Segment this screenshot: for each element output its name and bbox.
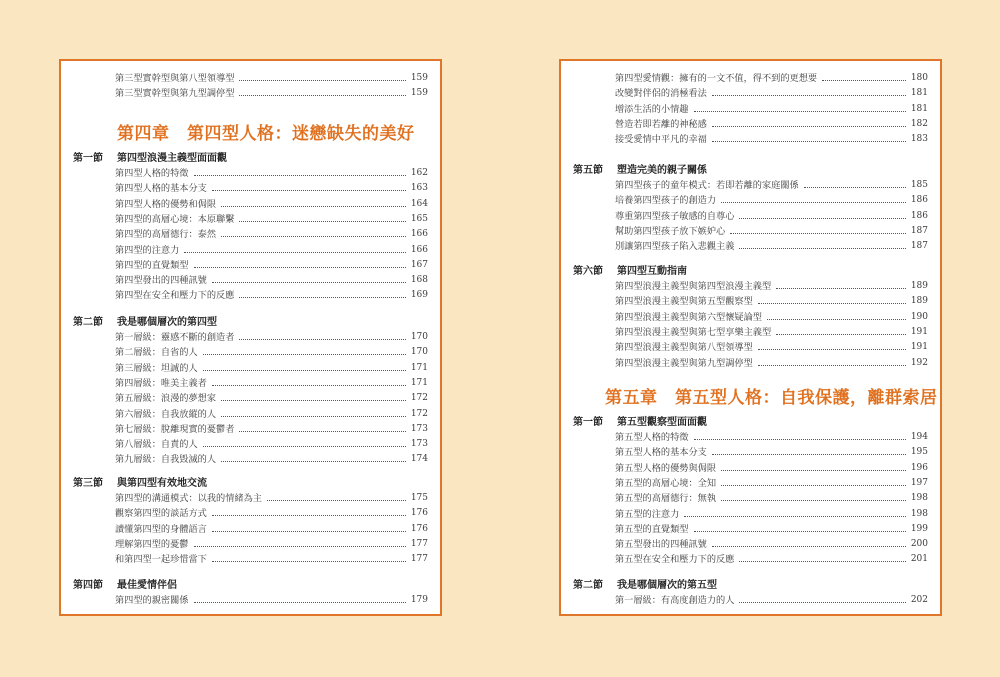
toc-entry [615,277,928,292]
toc-entry-title: 培養第四型孩子的創造力 [615,195,717,207]
toc-entry-title: 第四層級：唯美主義者 [115,377,207,389]
dot-leader [212,385,406,386]
toc-entry-title: 別讓第四型孩子陷入悲觀主義 [615,241,735,253]
dot-leader [721,500,906,501]
toc-entry-page: 194 [910,432,928,442]
toc-entry-title: 尊重第四型孩子敏感的自尊心 [615,210,735,222]
dot-leader [221,236,406,237]
dot-leader [721,485,906,486]
toc-entry-title: 第四型在安全和壓力下的反應 [115,290,235,302]
dot-leader [712,95,906,96]
toc-entry [115,504,428,519]
dot-leader [804,187,906,188]
toc-entry [115,286,428,301]
dot-leader [221,416,406,417]
toc-entry-page: 171 [410,362,428,373]
toc-entry-page: 186 [910,195,928,206]
section-label: 第六節 [573,266,603,277]
toc-entry-page: 183 [910,134,928,145]
toc-entry [615,100,928,115]
toc-entry-title: 第五型的直覺類型 [615,523,689,535]
toc-entry [115,374,428,389]
dot-leader [712,454,906,455]
toc-entry [115,271,428,286]
toc-entry [615,459,928,474]
toc-entry [115,489,428,504]
toc-entry [615,237,928,252]
toc-entry [115,435,428,450]
dot-leader [767,319,906,320]
toc-entry [115,241,428,256]
toc-entry [615,207,928,222]
chapter-heading: 第五章 第五型人格：自我保護，離群索居 [605,388,938,408]
toc-entry-page: 175 [410,493,428,503]
toc-entry-page: 186 [910,210,928,221]
toc-entry [115,164,428,179]
dot-leader [267,500,406,501]
section-heading [573,161,707,176]
dot-leader [221,400,406,401]
toc-entry-page: 163 [410,183,428,194]
toc-entry [615,115,928,130]
toc-entry-page: 201 [910,554,928,565]
toc-entry [615,69,928,84]
toc-entry-title: 第四型的注意力 [115,244,180,256]
toc-entry [615,591,928,606]
toc-entry-page: 196 [910,462,928,473]
dot-leader [212,531,406,532]
toc-entry-title: 第一層級：靈感不斷的創造者 [115,332,235,343]
toc-entry-title: 第五型人格的基本分支 [615,447,707,459]
toc-entry-title: 營造若即若離的神秘感 [615,118,707,130]
toc-entry [115,359,428,374]
toc-entry-page: 202 [910,595,928,605]
toc-entry-page: 166 [410,244,428,255]
toc-entry-page: 174 [410,454,428,465]
toc-entry [115,328,428,343]
section-heading [573,262,687,277]
section-heading [73,149,227,164]
toc-entry-title: 第四型孩子的童年模式：若即若離的家庭關係 [615,180,799,191]
toc-entry-title: 接受愛情中平凡的幸福 [615,134,707,146]
toc-entry-page: 164 [410,198,428,209]
chapter-heading: 第四章 第四型人格：迷戀缺失的美好 [117,124,415,144]
dot-leader [721,202,906,203]
right-page-content [561,61,940,614]
section-label: 第一節 [573,417,603,428]
toc-entry [615,520,928,535]
left-page-content [61,61,440,614]
dot-leader [758,303,906,304]
toc-entry [115,420,428,435]
toc-entry [115,69,428,84]
toc-entry-page: 172 [410,408,428,419]
toc-entry [115,405,428,420]
toc-entry-title: 第五型的高層德行：無執 [615,493,717,505]
dot-leader [739,561,905,562]
toc-entry-title: 第四型浪漫主義型與第五型觀察型 [615,296,753,308]
toc-entry [615,443,928,458]
toc-entry [115,550,428,565]
dot-leader [212,561,406,562]
toc-entry-page: 195 [910,447,928,458]
toc-entry [115,256,428,271]
toc-entry-title: 第九層級：自我毀滅的人 [115,454,217,466]
dot-leader [239,297,405,298]
dot-leader [758,349,906,350]
dot-leader [776,288,906,289]
toc-entry-page: 165 [410,213,428,224]
toc-entry-page: 198 [910,508,928,519]
toc-entry-title: 第四型浪漫主義型與第四型浪漫主義型 [615,281,772,292]
toc-entry-title: 第二層級：自省的人 [115,347,198,359]
toc-entry-page: 177 [410,538,428,549]
toc-entry-title: 第八層級：自責的人 [115,439,198,451]
toc-entry [615,338,928,353]
section-title: 第四型浪漫主義型面面觀 [117,153,227,164]
toc-entry-title: 第四型的親密關係 [115,595,189,606]
dot-leader [221,461,406,462]
dot-leader [239,95,405,96]
section-label: 第五節 [573,165,603,176]
toc-entry-page: 182 [910,118,928,129]
toc-entry [615,535,928,550]
toc-entry [615,428,928,443]
toc-entry [115,343,428,358]
section-label: 第二節 [73,317,103,328]
dot-leader [239,221,405,222]
toc-entry-page: 191 [910,342,928,353]
dot-leader [721,470,906,471]
toc-entry-page: 190 [910,311,928,322]
toc-entry-title: 第五型的高層心境：全知 [615,477,717,489]
dot-leader [194,175,406,176]
toc-entry-title: 幫助第四型孩子放下嫉妒心 [615,225,726,237]
toc-entry-title: 第五層級：浪漫的夢想家 [115,393,217,405]
dot-leader [221,206,406,207]
dot-leader [758,365,906,366]
toc-entry [615,130,928,145]
toc-entry [115,179,428,194]
toc-entry-title: 第六層級：自我放縱的人 [115,408,217,420]
dot-leader [694,439,906,440]
section-title: 我是哪個層次的第五型 [617,580,717,591]
toc-entry [615,505,928,520]
toc-entry-title: 第五型的注意力 [615,508,680,520]
dot-leader [694,531,906,532]
dot-leader [184,252,406,253]
toc-entry-page: 159 [410,73,428,83]
toc-entry-title: 第四型的直覺類型 [115,259,189,271]
toc-entry-page: 177 [410,554,428,565]
toc-entry-page: 197 [910,477,928,488]
dot-leader [194,546,406,547]
toc-entry-page: 168 [410,275,428,286]
toc-entry-page: 181 [910,103,928,114]
toc-entry-title: 第四型發出的四種訊號 [115,275,207,287]
toc-entry-page: 173 [410,439,428,450]
toc-entry [615,474,928,489]
right-page [559,59,942,616]
toc-entry-title: 增添生活的小情趣 [615,103,689,115]
toc-entry-page: 171 [410,377,428,388]
dot-leader [712,126,906,127]
toc-entry-page: 189 [910,281,928,291]
toc-entry-title: 第四型浪漫主義型與第九型調停型 [615,357,753,369]
toc-entry-page: 187 [910,241,928,252]
toc-entry-title: 第四型的高層德行：泰然 [115,229,217,241]
toc-entry-title: 第四型人格的特徵 [115,168,189,179]
dot-leader [712,546,906,547]
toc-entry-title: 第四型的溝通模式：以我的情緒為主 [115,493,262,504]
toc-entry [615,323,928,338]
dot-leader [684,516,906,517]
toc-entry-title: 第五型人格的優勢與侷限 [615,462,717,474]
toc-entry-title: 改變對伴侶的消極看法 [615,88,707,100]
dot-leader [203,446,406,447]
toc-entry-page: 169 [410,290,428,301]
toc-entry [615,489,928,504]
dot-leader [203,370,406,371]
dot-leader [739,248,905,249]
toc-entry [115,520,428,535]
toc-entry [615,550,928,565]
dot-leader [712,141,906,142]
toc-entry-title: 第三型實幹型與第九型調停型 [115,88,235,100]
toc-entry-page: 191 [910,326,928,337]
toc-entry-page: 180 [910,73,928,83]
section-heading [573,576,717,591]
toc-entry-page: 176 [410,508,428,519]
toc-entry [115,210,428,225]
toc-entry-title: 第四型浪漫主義型與第六型懷疑論型 [615,311,762,323]
dot-leader [694,111,906,112]
section-heading [573,413,707,428]
dot-leader [239,431,405,432]
dot-leader [212,282,406,283]
toc-entry [615,191,928,206]
section-label: 第二節 [573,580,603,591]
toc-entry-page: 166 [410,229,428,240]
toc-entry-title: 讀懂第四型的身體語言 [115,523,207,535]
left-page [59,59,442,616]
toc-entry-title: 第四型浪漫主義型與第八型領導型 [615,342,753,354]
toc-entry-page: 198 [910,493,928,504]
toc-entry-page: 170 [410,332,428,342]
section-title: 第四型互動指南 [617,266,687,277]
toc-entry-page: 167 [410,259,428,270]
section-heading [73,576,177,591]
toc-entry-title: 理解第四型的憂鬱 [115,538,189,550]
section-title: 塑造完美的親子關係 [617,165,707,176]
toc-entry [115,591,428,606]
toc-entry-page: 200 [910,539,928,550]
toc-entry-title: 第四型愛情觀：擁有的一文不值，得不到的更想要 [615,73,818,84]
toc-entry [615,176,928,191]
toc-entry-page: 181 [910,88,928,99]
dot-leader [239,339,405,340]
toc-entry [615,222,928,237]
toc-entry-page: 199 [910,523,928,534]
toc-entry-page: 192 [910,357,928,368]
toc-entry-title: 第五型在安全和壓力下的反應 [615,554,735,566]
toc-entry [115,389,428,404]
dot-leader [212,190,406,191]
toc-entry [615,292,928,307]
toc-entry [115,84,428,99]
toc-entry [115,195,428,210]
toc-entry-title: 第三層級：坦誠的人 [115,362,198,374]
dot-leader [239,80,405,81]
toc-entry-page: 185 [910,180,928,190]
dot-leader [194,602,406,603]
toc-entry-page: 179 [410,595,428,605]
dot-leader [822,80,906,81]
dot-leader [730,233,906,234]
toc-entry [115,225,428,240]
toc-entry-title: 第一層級：有高度創造力的人 [615,595,735,606]
toc-entry [615,84,928,99]
section-label: 第三節 [73,478,103,489]
dot-leader [739,218,905,219]
toc-entry [615,354,928,369]
toc-entry [615,308,928,323]
toc-entry-page: 159 [410,88,428,99]
toc-entry-page: 173 [410,423,428,434]
toc-entry-title: 第五型發出的四種訊號 [615,539,707,551]
toc-entry-title: 第四型人格的優勢和侷限 [115,198,217,210]
dot-leader [194,267,406,268]
section-heading [73,474,207,489]
toc-entry-title: 第四型浪漫主義型與第七型享樂主義型 [615,326,772,338]
dot-leader [212,515,406,516]
toc-entry-title: 第四型的高層心境：本原聯繫 [115,213,235,225]
toc-entry [115,450,428,465]
toc-entry-page: 172 [410,393,428,404]
toc-entry-page: 189 [910,296,928,307]
toc-entry-title: 和第四型一起珍惜當下 [115,554,207,566]
toc-entry [115,535,428,550]
dot-leader [739,602,905,603]
section-label: 第四節 [73,580,103,591]
section-title: 與第四型有效地交流 [117,478,207,489]
toc-entry-page: 170 [410,347,428,358]
toc-entry-title: 第七層級：脫離現實的憂鬱者 [115,423,235,435]
toc-entry-page: 187 [910,225,928,236]
toc-entry-title: 觀察第四型的談話方式 [115,508,207,520]
toc-entry-title: 第三型實幹型與第八型領導型 [115,73,235,84]
section-label: 第一節 [73,153,103,164]
toc-entry-page: 162 [410,168,428,178]
dot-leader [203,354,406,355]
toc-entry-title: 第五型人格的特徵 [615,432,689,443]
dot-leader [776,334,906,335]
section-title: 第五型觀察型面面觀 [617,417,707,428]
toc-entry-title: 第四型人格的基本分支 [115,183,207,195]
section-heading [73,313,217,328]
section-title: 最佳愛情伴侶 [117,580,177,591]
toc-entry-page: 176 [410,523,428,534]
section-title: 我是哪個層次的第四型 [117,317,217,328]
